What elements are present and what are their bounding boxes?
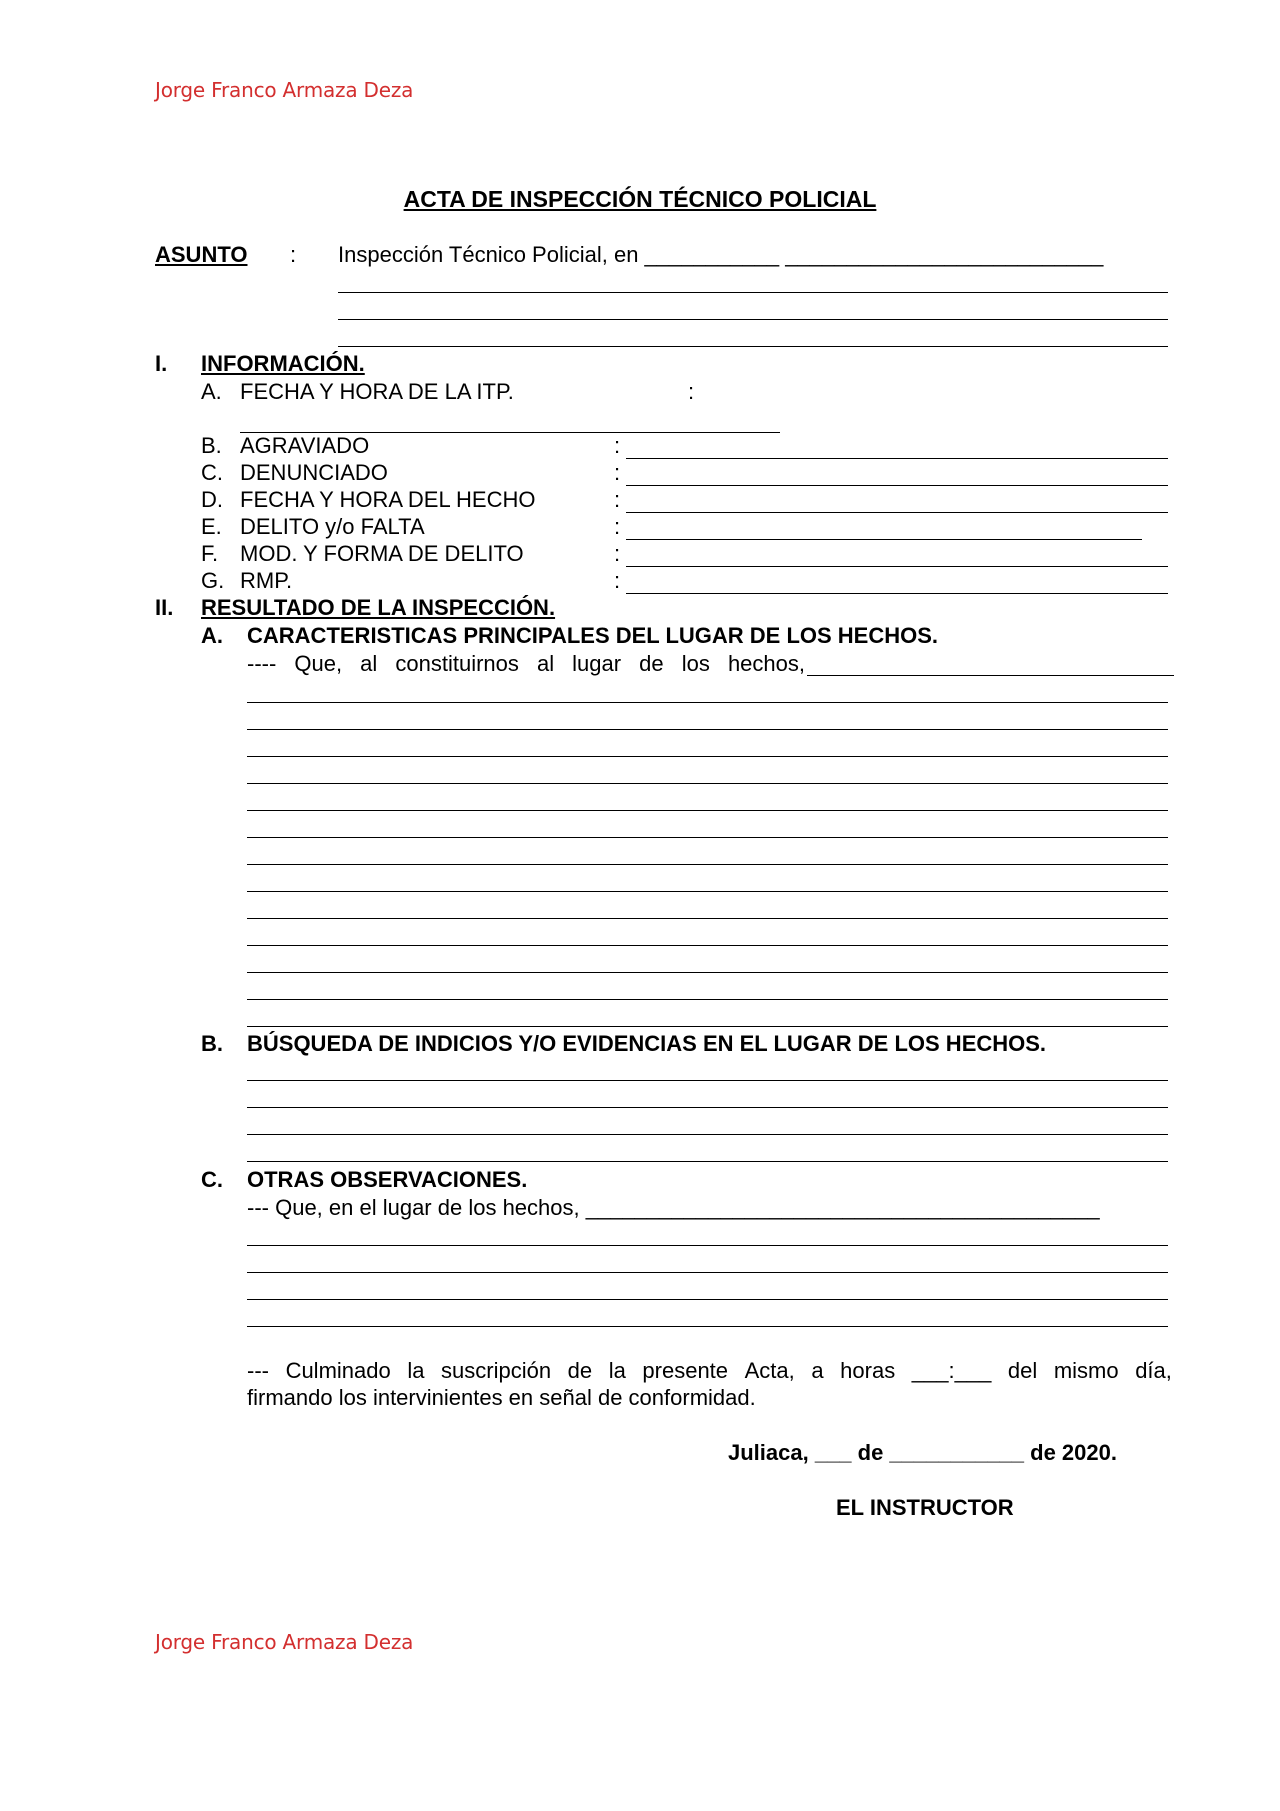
- subsection-a-letter: A.: [201, 623, 223, 648]
- write-line[interactable]: [247, 1080, 1168, 1081]
- field-g-letter: G.: [201, 568, 225, 593]
- closing-word: día,: [1135, 1358, 1172, 1383]
- closing-word: a: [811, 1358, 824, 1383]
- closing-word: Culminado: [285, 1358, 391, 1383]
- header-author: Jorge Franco Armaza Deza: [155, 78, 414, 102]
- subsection-b-heading: BÚSQUEDA DE INDICIOS Y/O EVIDENCIAS EN EL LUGAR DE LOS HECHOS.: [247, 1031, 1047, 1056]
- closing-word: horas: [840, 1358, 896, 1383]
- write-line[interactable]: [247, 783, 1168, 784]
- subsection-a-intro-line[interactable]: [807, 675, 1174, 676]
- footer-author: Jorge Franco Armaza Deza: [155, 1630, 414, 1654]
- intro-word: de: [639, 651, 664, 676]
- signature-label: EL INSTRUCTOR: [836, 1495, 1014, 1520]
- write-line[interactable]: [247, 1107, 1168, 1108]
- field-g-line[interactable]: [626, 593, 1168, 594]
- write-line[interactable]: [247, 1245, 1168, 1246]
- field-f-label: MOD. Y FORMA DE DELITO: [240, 541, 524, 566]
- subsection-b-letter: B.: [201, 1031, 223, 1056]
- asunto-line-2: [338, 319, 1168, 320]
- closing-line-1: [247, 1357, 1172, 1384]
- section1-heading: INFORMACIÓN.: [201, 351, 365, 376]
- asunto-label: ASUNTO: [155, 242, 248, 267]
- write-line[interactable]: [247, 702, 1168, 703]
- intro-word: lugar: [572, 651, 622, 676]
- asunto-line-3: [338, 346, 1168, 347]
- section2-numeral: II.: [155, 595, 174, 620]
- field-e-label: DELITO y/o FALTA: [240, 514, 425, 539]
- field-b-label: AGRAVIADO: [240, 433, 370, 458]
- write-line[interactable]: [247, 756, 1168, 757]
- field-f-line[interactable]: [626, 566, 1168, 567]
- closing-word: ---: [247, 1358, 269, 1383]
- field-f-letter: F.: [201, 541, 219, 566]
- subsection-c-heading: OTRAS OBSERVACIONES.: [247, 1167, 528, 1192]
- intro-word: Que,: [294, 651, 343, 676]
- section1-numeral: I.: [155, 351, 168, 376]
- place-date: Juliaca, ___ de ___________ de 2020.: [728, 1440, 1117, 1465]
- closing-word: la: [608, 1358, 626, 1383]
- field-e-letter: E.: [201, 514, 222, 539]
- asunto-line-1: [338, 292, 1168, 293]
- closing-word: suscripción: [441, 1358, 552, 1383]
- write-line[interactable]: [247, 1134, 1168, 1135]
- write-line[interactable]: [247, 1299, 1168, 1300]
- closing-word: del: [1007, 1358, 1038, 1383]
- write-line[interactable]: [247, 918, 1168, 919]
- field-a-letter: A.: [201, 379, 222, 404]
- field-a-label: FECHA Y HORA DE LA ITP.: [240, 379, 514, 404]
- write-line[interactable]: [247, 972, 1168, 973]
- intro-word: al: [536, 651, 555, 676]
- closing-word: Acta,: [744, 1358, 795, 1383]
- field-d-colon: :: [614, 487, 621, 512]
- intro-word: constituirnos: [395, 651, 519, 676]
- field-b-letter: B.: [201, 433, 222, 458]
- field-c-colon: :: [614, 460, 621, 485]
- closing-word: presente: [642, 1358, 729, 1383]
- field-f-colon: :: [614, 541, 621, 566]
- intro-word: al: [360, 651, 378, 676]
- write-line[interactable]: [247, 864, 1168, 865]
- field-e-colon: :: [614, 514, 621, 539]
- closing-word: la: [407, 1358, 425, 1383]
- field-b-colon: :: [614, 433, 621, 458]
- field-d-letter: D.: [201, 487, 223, 512]
- section2-heading: RESULTADO DE LA INSPECCIÓN.: [201, 595, 556, 620]
- write-line[interactable]: [247, 891, 1168, 892]
- write-line[interactable]: [247, 837, 1168, 838]
- field-b-line[interactable]: [626, 458, 1168, 459]
- intro-word: los: [681, 651, 710, 676]
- closing-line-2: firmando los intervinientes en señal de conformidad.: [247, 1385, 756, 1410]
- field-d-label: FECHA Y HORA DEL HECHO: [240, 487, 536, 512]
- asunto-colon: :: [290, 242, 297, 267]
- intro-word: ----: [247, 651, 277, 676]
- document-title: ACTA DE INSPECCIÓN TÉCNICO POLICIAL: [403, 186, 877, 212]
- closing-word: ___:___: [911, 1358, 992, 1383]
- field-c-line[interactable]: [626, 485, 1168, 486]
- field-g-colon: :: [614, 568, 621, 593]
- subsection-a-intro: [247, 650, 805, 677]
- closing-word: mismo: [1053, 1358, 1119, 1383]
- field-a-colon: :: [688, 379, 695, 404]
- subsection-c-letter: C.: [201, 1167, 223, 1192]
- write-line[interactable]: [247, 1272, 1168, 1273]
- closing-word: de: [567, 1358, 593, 1383]
- write-line[interactable]: [247, 1161, 1168, 1162]
- write-line[interactable]: [247, 999, 1168, 1000]
- field-e-line[interactable]: [626, 539, 1142, 540]
- field-g-label: RMP.: [240, 568, 293, 593]
- write-line[interactable]: [247, 1026, 1168, 1027]
- subsection-c-intro: --- Que, en el lugar de los hechos, __________________________________________: [247, 1195, 1100, 1220]
- intro-word: hechos,: [727, 651, 805, 676]
- write-line[interactable]: [247, 945, 1168, 946]
- write-line[interactable]: [247, 729, 1168, 730]
- asunto-text: Inspección Técnico Policial, en ___________ __________________________: [338, 242, 1104, 267]
- field-c-letter: C.: [201, 460, 223, 485]
- subsection-a-heading: CARACTERISTICAS PRINCIPALES DEL LUGAR DE LOS HECHOS.: [247, 623, 939, 648]
- write-line[interactable]: [247, 810, 1168, 811]
- field-d-line[interactable]: [626, 512, 1168, 513]
- write-line[interactable]: [247, 1326, 1168, 1327]
- field-c-label: DENUNCIADO: [240, 460, 388, 485]
